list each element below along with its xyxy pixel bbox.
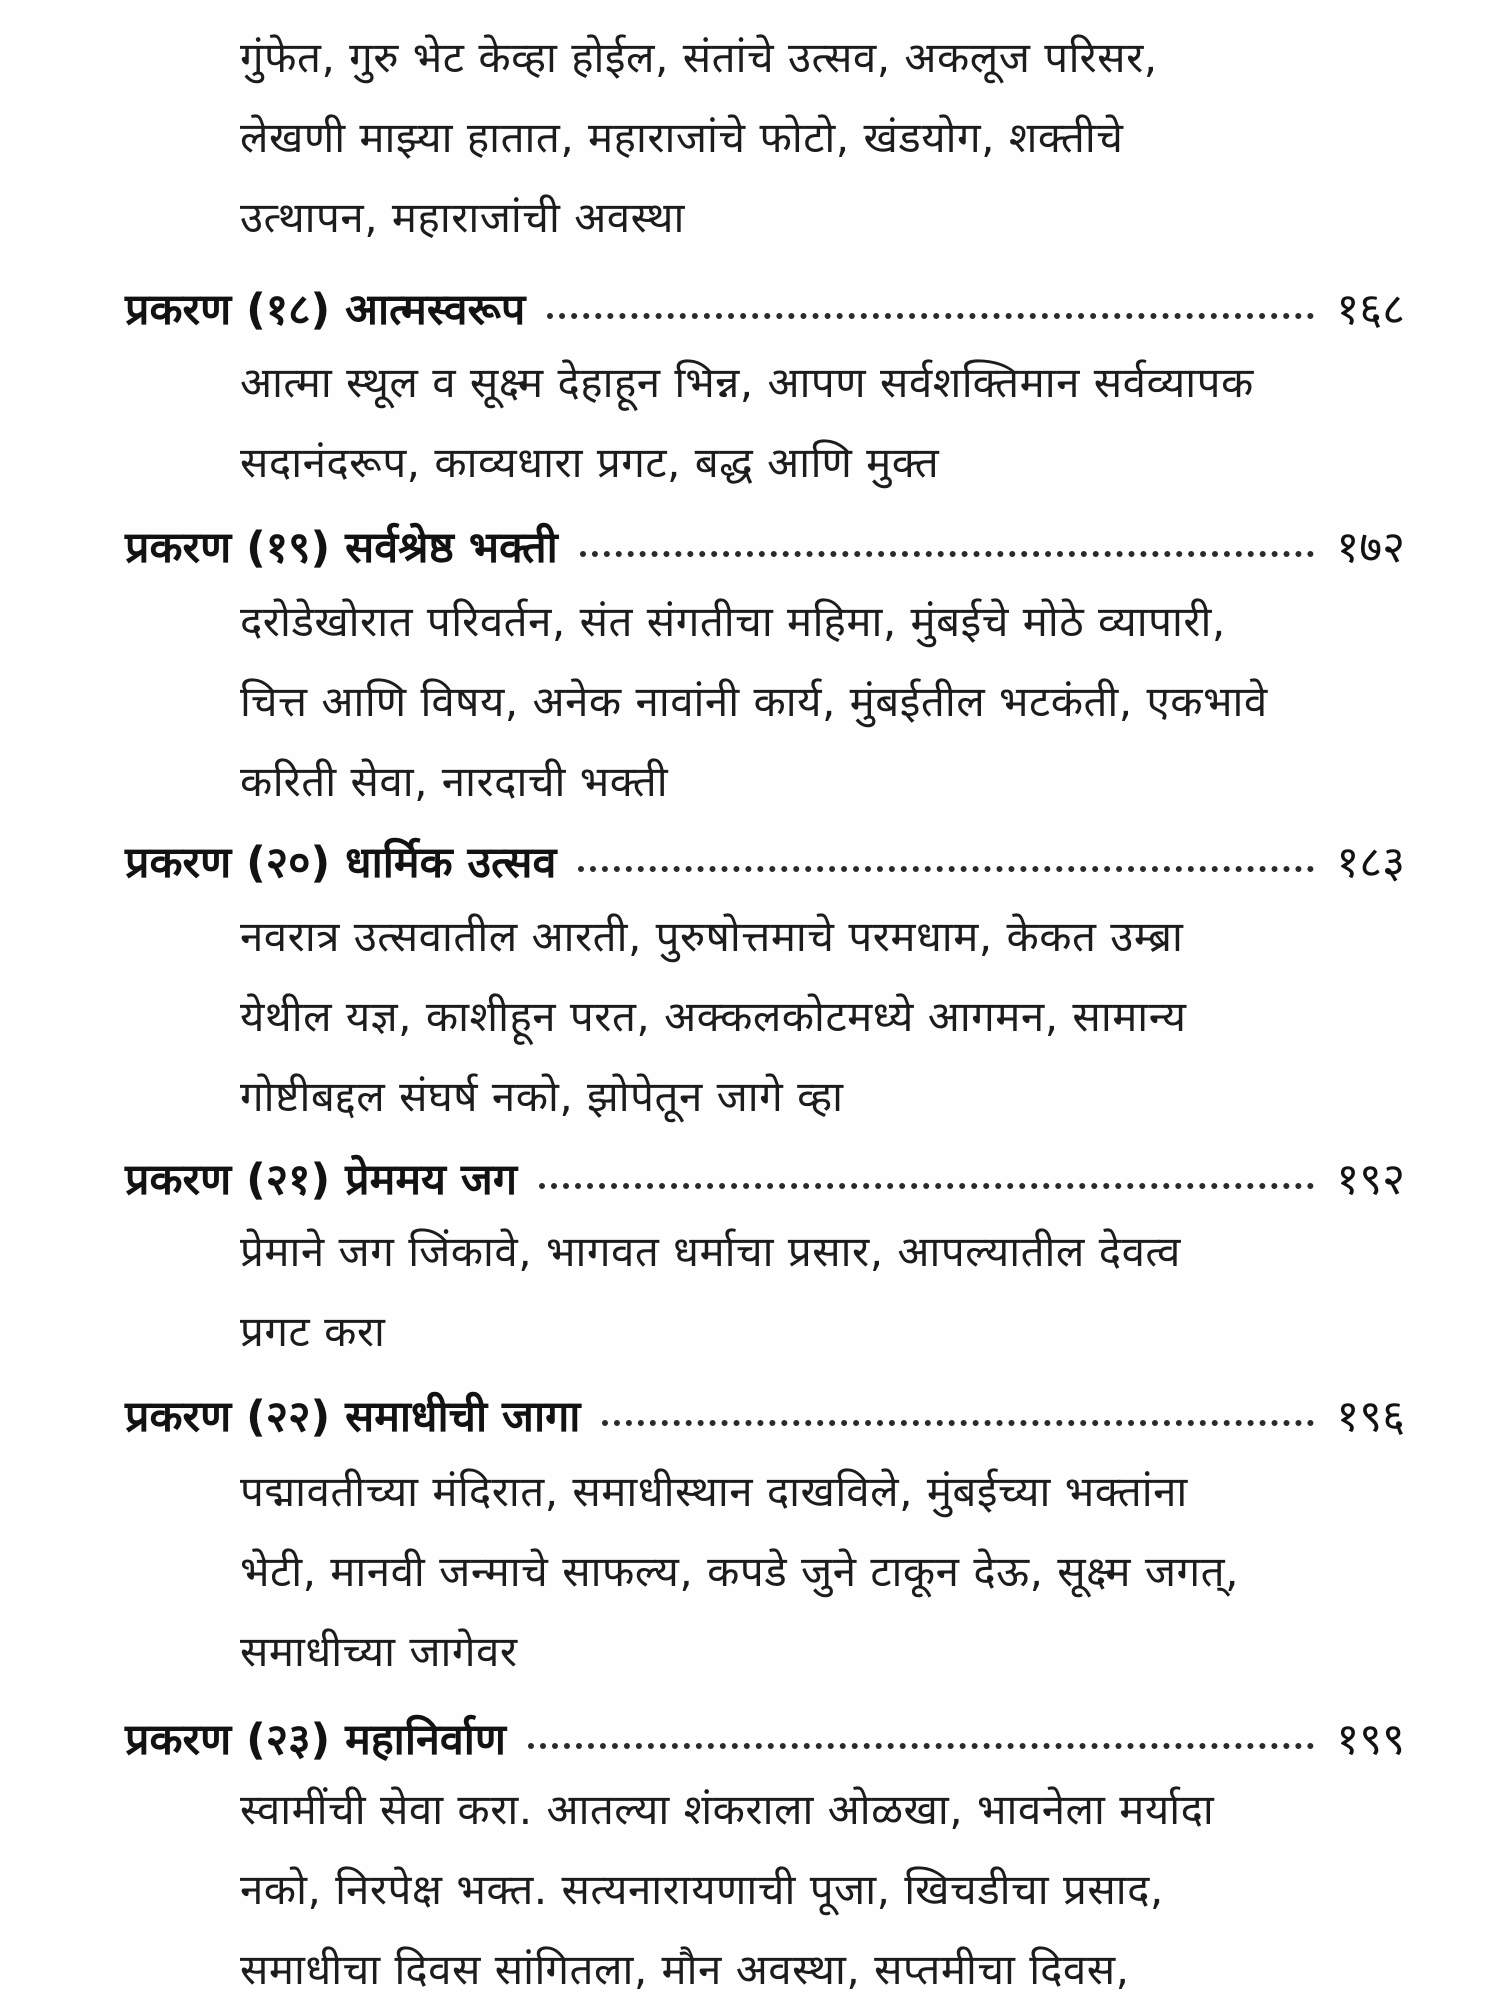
page-number: १९९ — [1336, 1714, 1405, 1765]
desc-line: स्वामींची सेवा करा. आतल्या शंकराला ओळखा, भावनेला मर्यादा — [240, 1785, 1215, 1834]
chapter-heading: प्रकरण (२३) महानिर्वाण — [125, 1715, 506, 1765]
desc-line: पद्मावतीच्या मंदिरात, समाधीस्थान दाखविले, मुंबईच्या भक्तांना — [240, 1467, 1188, 1516]
desc-line: गोष्टीबद्दल संघर्ष नको, झोपेतून जागे व्हा — [240, 1072, 844, 1121]
desc-line: प्रेमाने जग जिंकावे, भागवत धर्माचा प्रसार, आपल्यातील देवत्व — [240, 1227, 1181, 1276]
chapter-heading: प्रकरण (१८) आत्मस्वरूप — [125, 285, 526, 335]
chapter-21-description — [240, 1212, 1300, 1372]
chapter-23-description — [240, 1770, 1300, 2010]
desc-line: प्रगट करा — [240, 1307, 386, 1356]
desc-line: करिती सेवा, नारदाची भक्ती — [240, 757, 669, 806]
desc-line: नको, निरपेक्ष भक्त. सत्यनारायणाची पूजा, खिचडीचा प्रसाद, — [240, 1865, 1164, 1914]
page-number: १९६ — [1336, 1391, 1405, 1442]
page-number: १७२ — [1336, 522, 1405, 573]
page-number: १६८ — [1336, 284, 1405, 335]
desc-line: समाधीच्या जागेवर — [240, 1627, 518, 1676]
chapter-18-description — [240, 343, 1300, 503]
chapter-20-entry[interactable] — [125, 820, 1405, 890]
dot-leader — [528, 1743, 1314, 1749]
chapter-22-description — [240, 1452, 1300, 1692]
desc-line: सदानंदरूप, काव्यधारा प्रगट, बद्ध आणि मुक्त — [240, 438, 940, 487]
chapter-22-entry[interactable] — [125, 1374, 1405, 1444]
desc-line: लेखणी माझ्या हातात, महाराजांचे फोटो, खंडयोग, शक्तीचे — [240, 113, 1124, 162]
desc-line: उत्थापन, महाराजांची अवस्था — [240, 193, 685, 242]
desc-line: गुंफेत, गुरु भेट केव्हा होईल, संतांचे उत्सव, अकलूज परिसर, — [240, 33, 1158, 82]
desc-line: आत्मा स्थूल व सूक्ष्म देहाहून भिन्न, आपण सर्वशक्तिमान सर्वव्यापक — [240, 358, 1254, 407]
chapter-18-entry[interactable] — [125, 267, 1405, 337]
desc-line: दरोडेखोरात परिवर्तन, संत संगतीचा महिमा, मुंबईचे मोठे व्यापारी, — [240, 597, 1226, 646]
dot-leader — [578, 866, 1314, 872]
chapter-20-description — [240, 897, 1300, 1137]
desc-line: चित्त आणि विषय, अनेक नावांनी कार्य, मुंबईतील भटकंती, एकभावे — [240, 677, 1268, 726]
desc-line: येथील यज्ञ, काशीहून परत, अक्कलकोटमध्ये आगमन, सामान्य — [240, 992, 1187, 1041]
dot-leader — [602, 1420, 1314, 1426]
dot-leader — [547, 313, 1314, 319]
chapter-23-entry[interactable] — [125, 1697, 1405, 1767]
dot-leader — [580, 551, 1315, 557]
page-number: १८३ — [1336, 837, 1405, 888]
desc-line: भेटी, मानवी जन्माचे साफल्य, कपडे जुने टाकून देऊ, सूक्ष्म जगत्, — [240, 1547, 1239, 1596]
chapter-21-entry[interactable] — [125, 1137, 1405, 1207]
intro-description — [240, 18, 1300, 258]
chapter-heading: प्रकरण (१९) सर्वश्रेष्ठ भक्ती — [125, 523, 558, 573]
chapter-19-description — [240, 582, 1300, 822]
chapter-heading: प्रकरण (२२) समाधीची जागा — [125, 1392, 581, 1442]
dot-leader — [539, 1183, 1314, 1189]
desc-line: समाधीचा दिवस सांगितला, मौन अवस्था, सप्तमीचा दिवस, — [240, 1945, 1130, 1994]
chapter-19-entry[interactable] — [125, 505, 1405, 575]
chapter-heading: प्रकरण (२०) धार्मिक उत्सव — [125, 838, 557, 888]
page-number: १९२ — [1336, 1154, 1405, 1205]
chapter-heading: प्रकरण (२१) प्रेममय जग — [125, 1155, 518, 1205]
desc-line: नवरात्र उत्सवातील आरती, पुरुषोत्तमाचे परमधाम, केकत उम्ब्रा — [240, 912, 1184, 961]
